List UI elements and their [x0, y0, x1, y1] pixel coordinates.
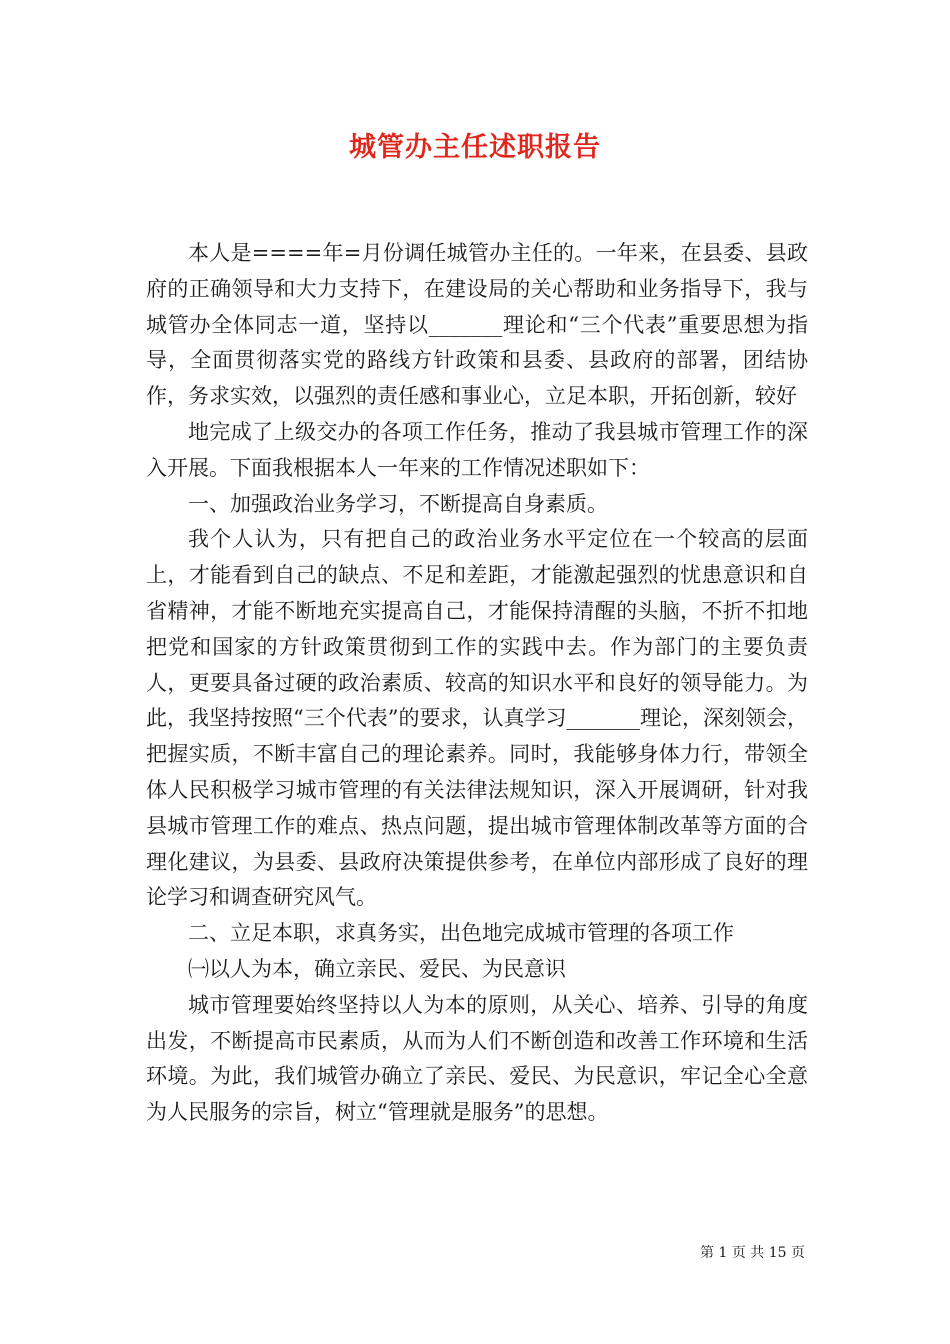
paragraph-section-1: 我个人认为，只有把自己的政治业务水平定位在一个较高的层面上，才能看到自己的缺点、不足和差距，才能激起强烈的忧患意识和自省精神，才能不断地充实提高自己，才能保持清醒的头脑，不折不扣地把党和国家的方针政策贯彻到工作的实践中去。作为部门的主要负责人，更要具备过硬的政治素质、较高的知识水平和良好的领导能力。为此，我坚持按照“三个代表”的要求，认真学习_______理论，深刻领会，把握实质，不断丰富自己的理论素养。同时，我能够身体力行，带领全体人民积极学习城市管理的有关法律法规知识，深入开展调研，针对我县城市管理工作的难点、热点问题，提出城市管理体制改革等方面的合理化建议，为县委、县政府决策提供参考，在单位内部形成了良好的理论学习和调查研究风气。: [146, 527, 808, 910]
paragraph-intro: 本人是====年=月份调任城管办主任的。一年来，在县委、县政府的正确领导和大力支持下，在建设局的关心帮助和业务指导下，我与城管办全体同志一道，坚持以_______理论和“三个代表”重要思想为指导，全面贯彻落实党的路线方针政策和县委、县政府的部署，团结协作，务求实效，以强烈的责任感和事业心，立足本职，开拓创新，较好: [146, 241, 808, 409]
paragraph-continuation: 地完成了上级交办的各项工作任务，推动了我县城市管理工作的深入开展。下面我根据本人一年来的工作情况述职如下：: [146, 419, 808, 480]
section-heading-2: 二、立足本职，求真务实，出色地完成城市管理的各项工作: [188, 921, 734, 946]
paragraph-subsection-1: 城市管理要始终坚持以人为本的原则，从关心、培养、引导的角度出发，不断提高市民素质，从而为人们不断创造和改善工作环境和生活环境。为此，我们城管办确立了亲民、爱民、为民意识，牢记全心全意为人民服务的宗旨，树立“管理就是服务”的思想。: [146, 992, 808, 1125]
document-title: 城管办主任述职报告: [349, 132, 601, 163]
section-heading-1: 一、加强政治业务学习，不断提高自身素质。: [188, 491, 608, 516]
document-body: [146, 236, 808, 1131]
subsection-heading-1: ㈠以人为本，确立亲民、爱民、为民意识: [188, 956, 566, 981]
page-number: 第 1 页 共 15 页: [700, 1245, 805, 1261]
